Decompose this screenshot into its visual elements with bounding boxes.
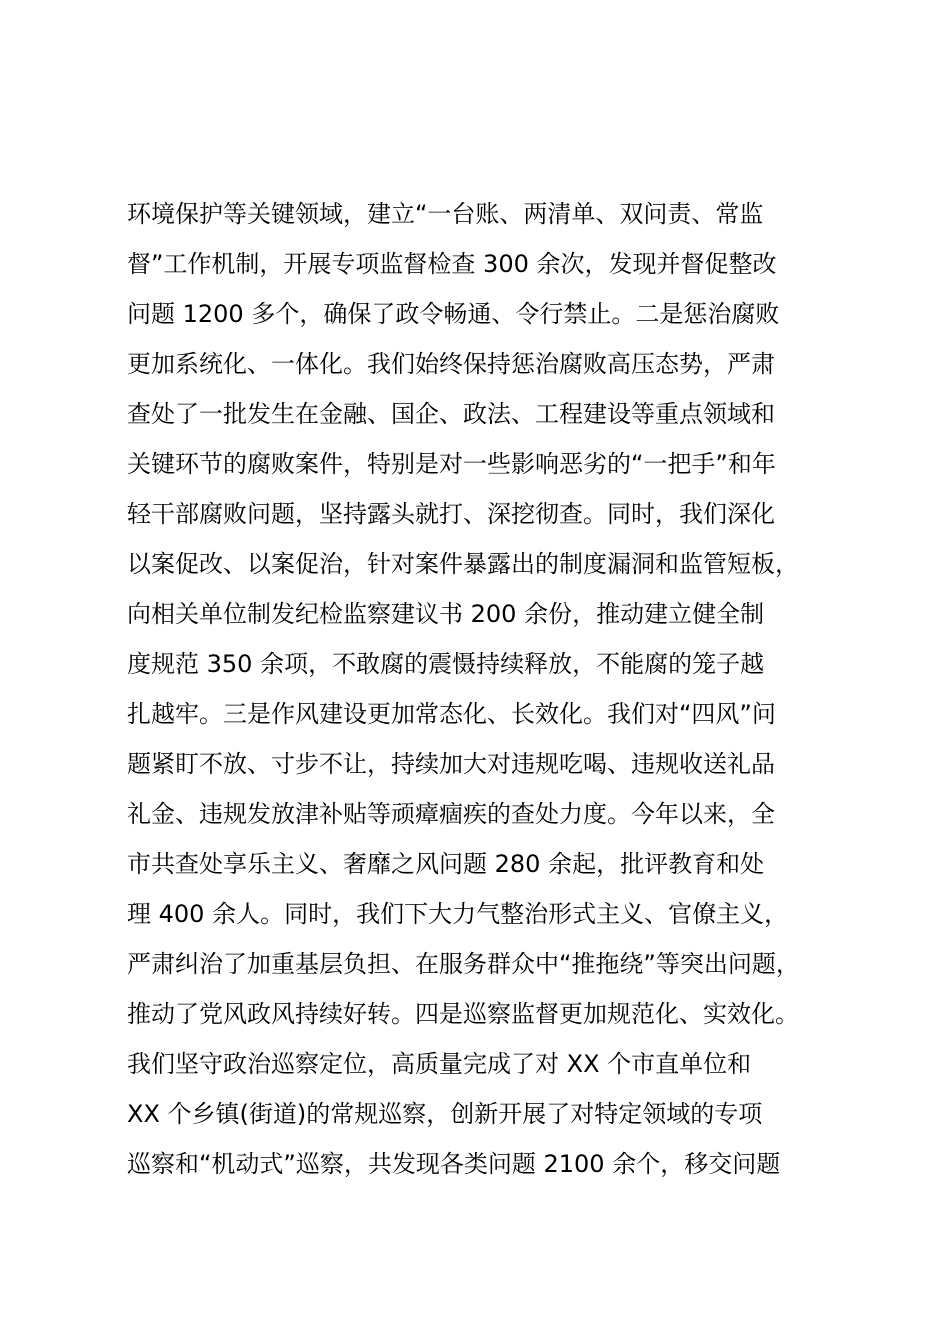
- text-line-7: 轻干部腐败问题，坚持露头就打、深挖彻查。同时，我们深化: [127, 500, 775, 528]
- text-line-10: 度规范 350 余项，不敢腐的震慑持续释放，不能腐的笼子越: [127, 650, 765, 678]
- text-line-9: 向相关单位制发纪检监察建议书 200 余份，推动建立健全制: [127, 600, 765, 628]
- text-line-20: 巡察和“机动式”巡察，共发现各类问题 2100 余个，移交问题: [127, 1150, 781, 1178]
- text-line-1: 环境保护等关键领域，建立“一台账、两清单、双问责、常监: [127, 200, 764, 228]
- text-line-17: 推动了党风政风持续好转。四是巡察监督更加规范化、实效化。: [127, 1000, 799, 1028]
- text-line-4: 更加系统化、一体化。我们始终保持惩治腐败高压态势，严肃: [127, 350, 775, 378]
- text-line-8: 以案促改、以案促治，针对案件暴露出的制度漏洞和监管短板，: [127, 550, 799, 578]
- text-line-11: 扎越牢。三是作风建设更加常态化、长效化。我们对“四风”问: [127, 700, 776, 728]
- text-line-19: XX 个乡镇(街道)的常规巡察，创新开展了对特定领域的专项: [127, 1100, 763, 1128]
- text-line-15: 理 400 余人。同时，我们下大力气整治形式主义、官僚主义，: [127, 900, 789, 928]
- text-line-16: 严肃纠治了加重基层负担、在服务群众中“推拖绕”等突出问题，: [127, 950, 800, 978]
- text-line-5: 查处了一批发生在金融、国企、政法、工程建设等重点领域和: [127, 400, 775, 428]
- text-line-6: 关键环节的腐败案件，特别是对一些影响恶劣的“一把手”和年: [127, 450, 776, 478]
- text-line-12: 题紧盯不放、寸步不让，持续加大对违规吃喝、违规收送礼品: [127, 750, 775, 778]
- text-line-13: 礼金、违规发放津补贴等顽瘴痼疾的查处力度。今年以来，全: [127, 800, 775, 828]
- text-line-3: 问题 1200 多个，确保了政令畅通、令行禁止。二是惩治腐败: [127, 300, 780, 328]
- text-line-14: 市共查处享乐主义、奢靡之风问题 280 余起，批评教育和处: [127, 850, 765, 878]
- text-line-2: 督”工作机制，开展专项监督检查 300 余次，发现并督促整改: [127, 250, 777, 278]
- text-line-18: 我们坚守政治巡察定位，高质量完成了对 XX 个市直单位和: [127, 1050, 752, 1078]
- body-paragraph: [127, 189, 847, 1189]
